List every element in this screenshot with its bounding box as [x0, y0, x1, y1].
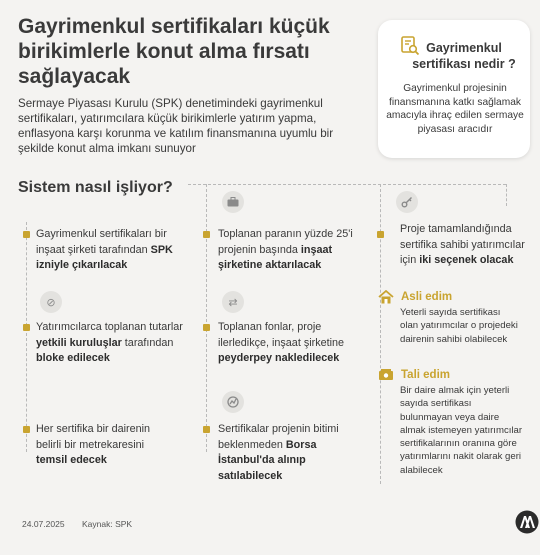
definition-box: [378, 20, 530, 158]
transfer-arrows-icon: ⇄: [222, 291, 244, 313]
stock-exchange-icon: [222, 391, 244, 413]
connector-top: [188, 184, 506, 185]
definition-text: Gayrimenkul projesinin finansmanına katkı sağlamak amacıyla ihraç edilen sermaye piyasası aracıdır: [386, 83, 524, 135]
step-7-text: Proje tamamlandığında sertifika sahibi yatırımcılar için iki seçenek olacak: [400, 223, 525, 266]
step-4-text: Toplanan paranın yüzde 25'i projenin başında inşaat şirketine aktarılacak: [218, 228, 353, 271]
money-icon: [378, 368, 394, 382]
bullet-marker: [203, 324, 210, 331]
definition-title: Gayrimenkul sertifikası nedir ?: [412, 41, 516, 71]
tali-edim-heading: Tali edim: [401, 369, 450, 381]
briefcase-icon: [222, 191, 244, 213]
house-icon: [378, 290, 394, 304]
step-5-text: Toplanan fonlar, proje ilerledikçe, inşaat şirketine peyderpey nakledilecek: [218, 321, 345, 364]
aa-logo-icon: [515, 510, 539, 534]
footer-date: 24.07.2025: [22, 519, 65, 529]
connector-col3: [380, 184, 381, 484]
bullet-marker: [23, 426, 30, 433]
intro-text: Sermaye Piyasası Kurulu (SPK) denetimindeki gayrimenkul sertifikaları, yatırımcılara küçük birikimlerle yatırım yapma, enflasyona karşı korunma ve katılım finansmanına uyumlu bir şekilde konut alma imkanı sunuyor: [18, 97, 334, 155]
asli-edim-heading: Asli edim: [401, 291, 453, 303]
page-title: Gayrimenkul sertifikaları küçük birikimlerle konut alma fırsatı sağlayacak: [18, 15, 330, 88]
tali-edim-text: Bir daire almak için yeterli sayıda sertifikası bulunmayan veya daire almak istemeyen yatırımcılar sertifikalarının oranına göre yatırımlarını nakit olarak geri alabilecek: [400, 385, 523, 476]
bullet-marker: [377, 231, 384, 238]
key-icon: [396, 191, 418, 213]
connector-right: [506, 184, 507, 206]
blocked-icon: ⊘: [40, 291, 62, 313]
step-2-text: Yatırımcılarca toplanan tutarlar yetkili kuruluşlar tarafından bloke edilecek: [36, 321, 183, 364]
step-1-text: Gayrimenkul sertifikaları bir inşaat şirketi tarafından SPK izniyle çıkarılacak: [36, 228, 173, 271]
footer-source: Kaynak: SPK: [82, 519, 133, 529]
section-heading: Sistem nasıl işliyor?: [18, 179, 173, 196]
asli-edim-text: Yeterli sayıda sertifikası olan yatırımcılar o projedeki dairenin sahibi olabilecek: [400, 307, 518, 345]
bullet-marker: [203, 426, 210, 433]
connector-col2: [206, 184, 207, 452]
connector-col1: [26, 222, 27, 452]
bullet-marker: [23, 231, 30, 238]
bullet-marker: [203, 231, 210, 238]
step-3-text: Her sertifika bir dairenin belirli bir metrekaresini temsil edecek: [36, 423, 151, 466]
bullet-marker: [23, 324, 30, 331]
step-6-text: Sertifikalar projenin bitimi beklenmeden Borsa İstanbul'da alınıp satılabilecek: [218, 423, 339, 482]
